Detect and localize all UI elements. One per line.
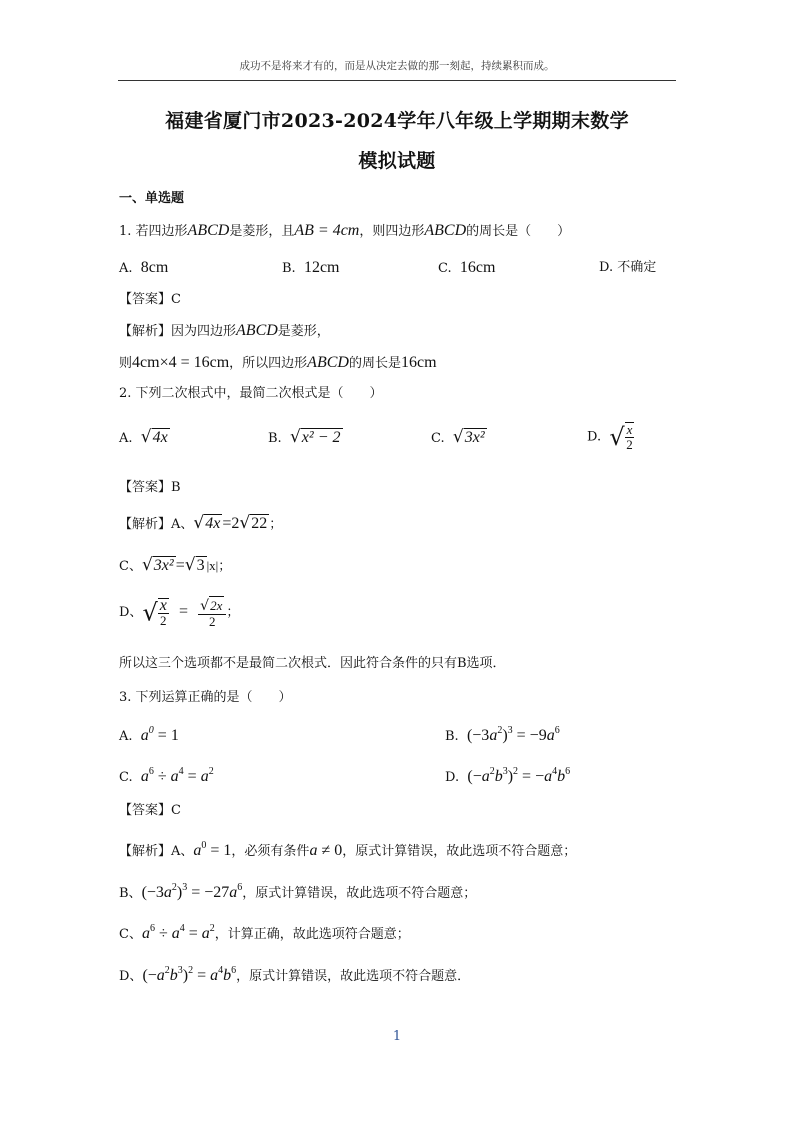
radical-sign: √ <box>140 427 152 447</box>
option-text: 不确定 <box>617 260 657 275</box>
radicand: x² − 2 <box>301 429 341 446</box>
option-math: $a^0 = 1$ <box>140 725 179 744</box>
math-eq: = <box>175 557 185 574</box>
fraction-numerator <box>198 596 226 615</box>
q3-analysis-b <box>119 879 476 903</box>
math-eq: =2 <box>222 515 240 532</box>
analysis-math: $a^0 = 1$ <box>193 840 232 859</box>
section-heading: 一、单选题 <box>119 191 185 206</box>
analysis-math: $a^6 \div a^4 = a^2$ <box>141 923 215 942</box>
q2-answer: 【答案】B <box>119 480 181 495</box>
q1-analysis-line2 <box>119 354 437 373</box>
q2-conclusion: 所以这三个选项都不是最简二次根式．因此符合条件的只有B选项． <box>119 656 506 671</box>
fraction-numerator: x <box>626 422 633 437</box>
option-math: $(-3a^2)^3 = -9a^6$ <box>466 725 560 744</box>
q1-math-abcd: ABCD <box>307 354 349 371</box>
q1-math-expr: 4cm×4 = 16cm <box>132 354 230 371</box>
q1-stem <box>119 222 570 241</box>
q2-option-b <box>268 428 343 448</box>
option-text: 12cm <box>303 259 340 276</box>
analysis-text: 【解析】A、 <box>119 844 194 859</box>
math-eq: = <box>178 603 189 620</box>
option-label: B. <box>445 729 459 744</box>
q1-stem-text: 是菱形，且 <box>229 224 295 239</box>
radicand: 22 <box>251 515 268 532</box>
analysis-text: ； <box>226 605 240 620</box>
radical-fraction <box>625 422 635 452</box>
analysis-text: ，原式计算错误，故此选项不符合题意； <box>342 844 577 859</box>
analysis-text: D、 <box>119 969 143 984</box>
option-math: $(-a^2b^3)^2 = -a^4b^6$ <box>467 766 571 785</box>
radical-sign: √ <box>184 555 196 575</box>
analysis-text: D、 <box>119 605 143 620</box>
q3-analysis-c <box>119 920 410 944</box>
radicand: 4x <box>152 429 168 446</box>
option-text: 16cm <box>459 259 496 276</box>
option-math: $a^6 \div a^4 = a^2$ <box>140 766 214 785</box>
q1-math-ab: AB = 4cm <box>294 222 360 239</box>
q1-math-abcd: ABCD <box>424 222 467 239</box>
radical-sign: √ <box>289 427 301 447</box>
radical-sign: √ <box>452 427 464 447</box>
fraction-numerator: x <box>159 596 167 614</box>
q1-math-abcd: ABCD <box>187 222 230 239</box>
radical-sign: √ <box>142 598 158 627</box>
q2-analysis-c <box>119 556 231 576</box>
q1-stem-text: 的周长是（ ） <box>466 224 571 239</box>
analysis-text: ，所以四边形 <box>229 356 308 371</box>
option-label: B. <box>268 431 282 446</box>
fraction-denominator: 2 <box>626 437 633 452</box>
q3-analysis-a <box>119 837 576 861</box>
fraction-denominator: 2 <box>209 614 216 629</box>
radicand: 2x <box>210 598 223 613</box>
option-label: A. <box>119 729 133 744</box>
option-text: 8cm <box>140 259 169 276</box>
analysis-text: ，必须有条件 <box>231 844 310 859</box>
q3-stem: 3. 下列运算正确的是（ ） <box>119 690 292 705</box>
radical-sign: √ <box>609 423 625 451</box>
analysis-text: ； <box>269 517 283 532</box>
q1-option-d <box>599 259 656 277</box>
q1-option-c <box>438 259 495 278</box>
q2-option-a <box>119 428 170 448</box>
q3-analysis-d <box>119 962 470 986</box>
q3-answer: 【答案】C <box>119 803 181 818</box>
analysis-text: ，原式计算错误，故此选项不符合题意； <box>242 886 477 901</box>
q1-stem-text: 1. 若四边形 <box>119 224 188 239</box>
analysis-text: B、 <box>119 886 142 901</box>
option-label: D. <box>599 260 614 275</box>
radical-sign: √ <box>200 598 210 614</box>
q3-option-c <box>119 763 214 787</box>
q1-math-abcd: ABCD <box>236 322 278 339</box>
analysis-text: ，原式计算错误，故此选项不符合题意． <box>236 969 471 984</box>
fraction-denominator: 2 <box>160 612 167 628</box>
analysis-math: a ≠ 0 <box>309 842 343 859</box>
analysis-text: ，计算正确，故此选项符合题意； <box>214 927 410 942</box>
q2-stem: 2. 下列二次根式中，最简二次根式是（ ） <box>119 386 383 401</box>
radicand: 3x² <box>153 557 174 574</box>
q1-math-value: 16cm <box>400 354 437 371</box>
radicand: 4x <box>205 515 221 532</box>
analysis-text: 【解析】A、 <box>119 517 194 532</box>
analysis-math: $(-a^2b^3)^2 = a^4b^6$ <box>142 965 237 984</box>
analysis-text: C、 <box>119 559 142 574</box>
option-label: A. <box>119 261 133 276</box>
analysis-text: C、 <box>119 927 142 942</box>
analysis-math: $(-3a^2)^3 = -27a^6$ <box>141 882 243 901</box>
option-label: A. <box>119 431 133 446</box>
option-label: C. <box>119 770 133 785</box>
q2-analysis-d <box>119 596 239 629</box>
q1-answer: 【答案】C <box>119 292 181 307</box>
q2-option-d <box>587 422 634 452</box>
page-header-motto: 成功不是将来才有的，而是从决定去做的那一刻起，持续累积而成。 <box>239 60 555 72</box>
analysis-text: ； <box>218 559 232 574</box>
radicand: 3x² <box>464 429 485 446</box>
math-abs: |x| <box>206 558 219 573</box>
radical-fraction <box>158 598 169 628</box>
option-label: D. <box>445 770 460 785</box>
radical-sign: √ <box>141 555 153 575</box>
page-subtitle: 模拟试题 <box>358 150 436 172</box>
analysis-text: 【解析】因为四边形 <box>119 324 237 339</box>
q1-analysis-line1 <box>119 322 330 341</box>
q2-option-c <box>431 428 487 448</box>
option-label: C. <box>438 261 452 276</box>
result-fraction <box>198 596 226 629</box>
q1-stem-text: ，则四边形 <box>359 224 425 239</box>
q3-option-d <box>445 763 570 787</box>
q1-option-a <box>119 259 168 278</box>
radicand: 3 <box>196 557 205 574</box>
analysis-text: 则 <box>119 356 133 371</box>
header-rule <box>118 80 676 81</box>
option-label: D. <box>587 429 602 445</box>
radical-sign: √ <box>193 513 205 533</box>
q3-option-b <box>445 722 560 746</box>
page-number: 1 <box>392 1029 402 1044</box>
q2-analysis-a <box>119 514 282 534</box>
option-label: B. <box>282 261 296 276</box>
option-label: C. <box>431 431 445 446</box>
page-title: 福建省厦门市2023-2024学年八年级上学期期末数学 <box>165 110 629 132</box>
analysis-text: 是菱形， <box>277 324 330 339</box>
q1-option-b <box>282 259 340 278</box>
analysis-text: 的周长是 <box>348 356 401 371</box>
radical-sign: √ <box>239 513 251 533</box>
q3-option-a <box>119 722 179 746</box>
